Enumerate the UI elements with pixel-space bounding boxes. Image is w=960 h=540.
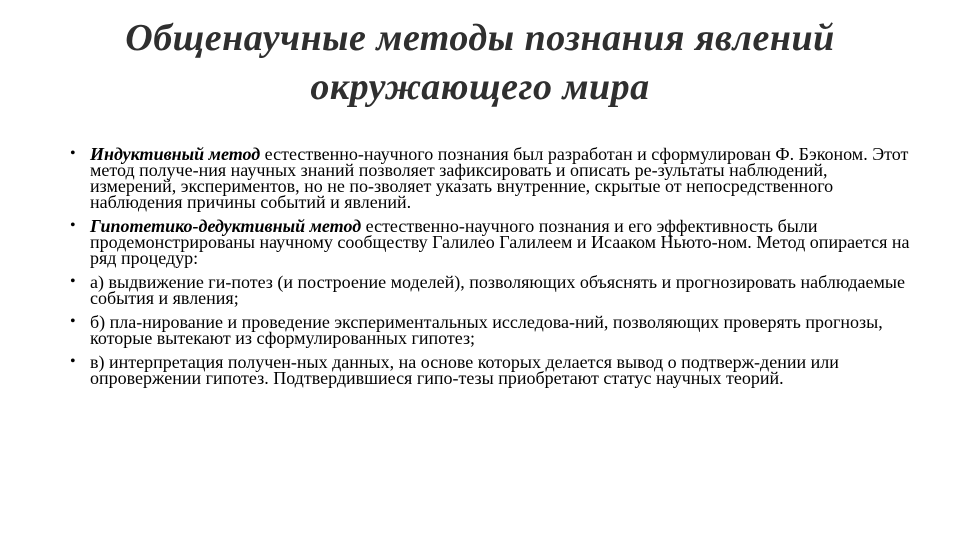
bullet-text: естественно-научного познания и его эффективность были продемонстрированы научному сообществу Галилео Галилеем и Исааком Ньюто-ном. Метод опирается на ряд процедур: xyxy=(90,216,910,268)
bullet-emphasis: Гипотетико-дедуктивный метод xyxy=(90,216,362,236)
slide-title-line-1: Общенаучные методы познания явлений xyxy=(125,17,835,59)
bullet-emphasis: Индуктивный метод xyxy=(90,144,261,164)
bullet-dot-icon: • xyxy=(70,313,76,330)
bullet-dot-icon: • xyxy=(70,145,76,162)
bullet-item-step-b xyxy=(70,314,910,346)
bullet-text: б) пла-нирование и проведение экспериментальных исследова-ний, позволяющих проверять прогнозы, которые вытекают из сформулированных гипотез; xyxy=(90,312,883,348)
bullet-text: в) интерпретация получен-ных данных, на основе которых делается вывод о подтверж-дении или опровержении гипотез. Подтвердившиеся гипо-тезы приобретают статус научных теорий. xyxy=(90,352,839,388)
slide-title-line-2: окружающего мира xyxy=(310,66,650,108)
bullet-dot-icon: • xyxy=(70,353,76,370)
bullet-list xyxy=(70,146,910,394)
bullet-text: а) выдвижение ги-потез (и построение моделей), позволяющих объяснять и прогнозировать наблюдаемые события и явления; xyxy=(90,272,905,308)
bullet-item-step-c xyxy=(70,354,910,386)
bullet-item-hypothetico-deductive-method xyxy=(70,218,910,266)
slide-title xyxy=(60,14,900,112)
bullet-dot-icon: • xyxy=(70,217,76,234)
bullet-item-step-a xyxy=(70,274,910,306)
bullet-text: естественно-научного познания был разработан и сформулирован Ф. Бэконом. Этот метод получе-ния научных знаний позволяет зафиксировать и описать ре-зультаты наблюдений, измерений, экспериментов, но не по-зволяет указать внутренние, скрытые от непосредственного наблюдения причины событий и явлений. xyxy=(90,144,909,212)
bullet-dot-icon: • xyxy=(70,273,76,290)
bullet-item-inductive-method xyxy=(70,146,910,210)
